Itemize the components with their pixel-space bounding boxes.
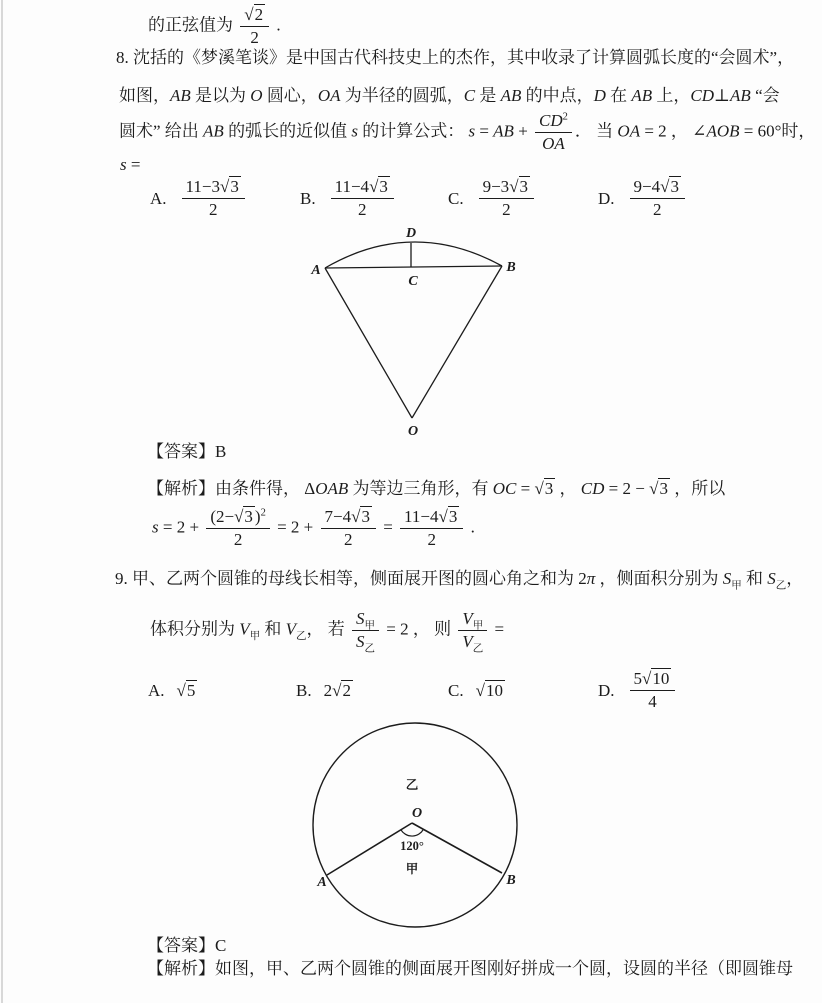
q8-arc-figure	[290, 224, 535, 439]
q8-option-c-label: C.	[448, 188, 464, 208]
q8-answer: 【答案】B	[147, 442, 227, 461]
q9-option-c-value: √10	[475, 680, 503, 700]
label-B: B	[506, 873, 516, 888]
label-sector-yi: 乙	[405, 778, 419, 792]
q9-option-d-label: D.	[598, 680, 615, 700]
page-edge-line	[1, 0, 3, 1003]
q8-stem-line2: 如图，AB 是以为 O 圆心，OA 为半径的圆弧，C 是 AB 的中点，D 在 AB 上，CD⊥AB “会	[119, 86, 780, 105]
q8-option-c-value: $\frac{9-3√3}{2}$	[476, 177, 537, 220]
q9-circle-figure	[305, 713, 530, 935]
label-angle-120: 120°	[400, 839, 424, 853]
q8-option-d-value: $\frac{9-4√3}{2}$	[627, 177, 688, 220]
q8-stem-line4: s =	[120, 155, 141, 174]
label-B: B	[506, 260, 516, 275]
label-O: O	[407, 424, 419, 439]
q8-option-a	[150, 176, 248, 220]
radius-OB	[412, 266, 502, 418]
q9-option-a-label: A.	[148, 680, 165, 700]
label-A: A	[311, 263, 321, 278]
q8-analysis: 【解析】由条件得， ΔOAB 为等边三角形，有 OC = √3 ， CD = 2 − √3 ，所以	[147, 479, 726, 498]
q8-solution-formula: s = 2 + $\frac{(2-√3 )^2}{2}$ = 2 + $\frac{7-4√3}{2}$ = $\frac{11-4√3}{2}$ .	[152, 507, 475, 549]
q9-option-d-value: $\frac{5√10}{4}$	[627, 669, 679, 712]
q8-option-d-label: D.	[598, 188, 615, 208]
q9-stem-line1: 9. 甲、乙两个圆锥的母线长相等，侧面展开图的圆心角之和为 2π ，侧面积分别为 $S_甲$ 和 $S_乙$，	[115, 569, 804, 592]
q8-option-b-label: B.	[300, 188, 316, 208]
radius-OA	[325, 268, 412, 418]
q8-stem-line1: 8. 沈括的《梦溪笔谈》是中国古代科技史上的杰作，其中收录了计算圆弧长度的“会圆术”，	[116, 48, 795, 67]
intro-line: 的正弦值为 $\frac{√2}{2}$ .	[148, 5, 281, 47]
q9-stem-line2: 体积分别为 $V_甲$ 和 $V_乙$， 若 $\frac{S_甲}{S_乙}$ = 2 ， 则 $\frac{V_甲}{V_乙}$ =	[150, 609, 505, 655]
q9-option-a	[148, 666, 197, 714]
q9-option-a-value: √5	[176, 680, 196, 700]
q9-option-b	[296, 666, 353, 714]
q8-option-b	[300, 176, 397, 220]
q9-option-b-value: 2√2	[323, 680, 351, 700]
q9-answer: 【答案】C	[147, 936, 227, 955]
angle-arc-mark	[401, 829, 424, 836]
q8-stem-line3: 圆术” 给出 AB 的弧长的近似值 s 的计算公式： s = AB + $\frac{CD^2}{OA}$ ． 当 OA = 2 ， ∠AOB = 60°时，	[119, 111, 816, 153]
q8-option-a-label: A.	[150, 188, 167, 208]
label-sector-jia: 甲	[405, 862, 419, 876]
label-O: O	[411, 806, 423, 821]
label-D: D	[405, 226, 417, 241]
q8-option-c	[448, 176, 537, 220]
radius-OB	[412, 823, 502, 873]
q8-option-d	[598, 176, 688, 220]
q9-option-d	[598, 666, 678, 714]
chord-AB	[325, 266, 502, 268]
arc-AB	[325, 242, 502, 268]
label-A: A	[317, 875, 327, 890]
label-C: C	[408, 274, 418, 289]
q9-option-c	[448, 666, 505, 714]
q8-option-b-value: $\frac{11-4√3}{2}$	[328, 177, 397, 220]
q9-option-c-label: C.	[448, 680, 464, 700]
q8-option-a-value: $\frac{11-3√3}{2}$	[179, 177, 248, 220]
q9-option-b-label: B.	[296, 680, 312, 700]
q9-analysis: 【解析】如图，甲、乙两个圆锥的侧面展开图刚好拼成一个圆，设圆的半径（即圆锥母	[147, 959, 793, 978]
